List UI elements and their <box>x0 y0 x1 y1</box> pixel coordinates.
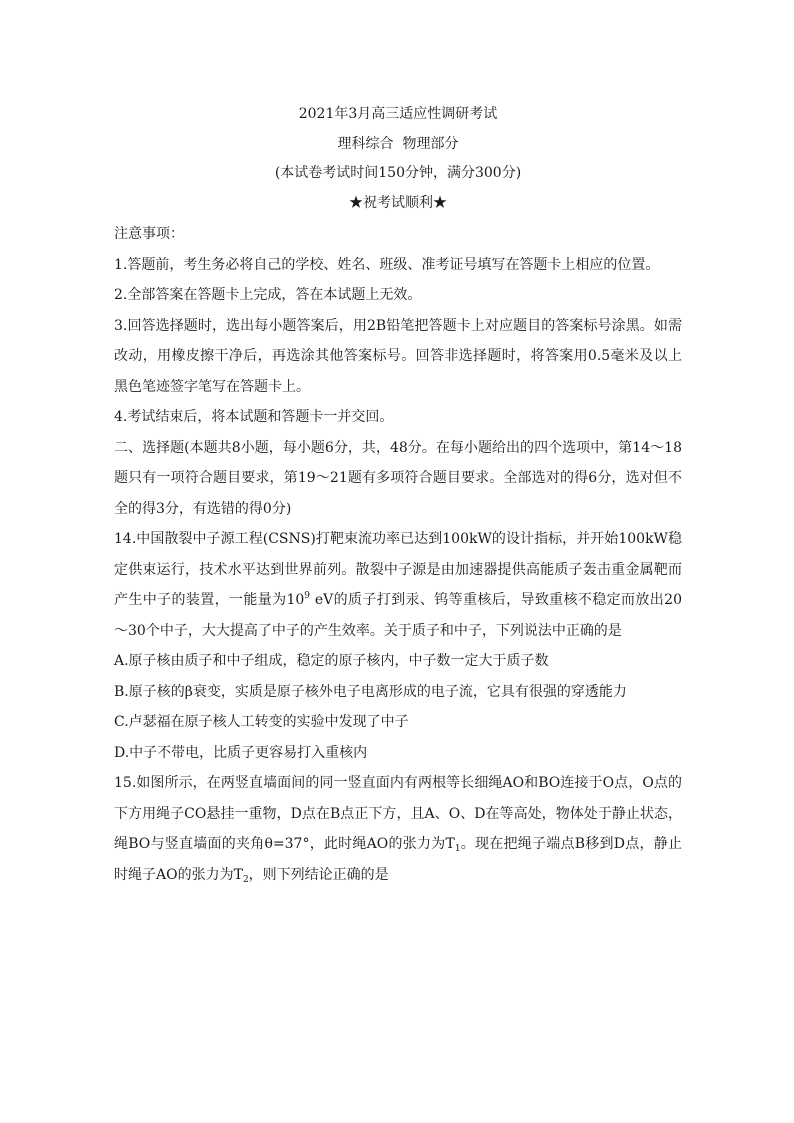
exam-title: 2021年3月高三适应性调研考试 <box>298 106 498 122</box>
question-14-option-d: D.中子不带电，比质子更容易打入重核内 <box>114 744 368 761</box>
question-15-stem-part-a: 15.如图所示，在两竖直墙面间的同一竖直面内有两根等长细绳AO和BO连接于O点，O点的下方用绳子CO悬挂一重物，D点在B点正下方，且A、O、D在等高处，物体处于静止状态，绳BO与竖直墙面的夹角θ=37°，此时绳AO的张力为T <box>114 775 682 852</box>
question-14-option-a: A.原子核由质子和中子组成，稳定的原子核内，中子数一定大于质子数 <box>114 653 549 669</box>
question-15-stem-part-b: 。现在把绳子端点B移到D点，静止时绳子AO的张力为T <box>114 836 682 883</box>
question-15-subscript-2: 2 <box>242 874 249 885</box>
notice-item-3: 3.回答选择题时，选出每小题答案后，用2B铅笔把答题卡上对应题目的答案标号涂黑。如需改动，用橡皮擦干净后，再选涂其他答案标号。回答非选择题时，将答案用0.5毫米及以上黑色笔迹签字笔写在答题卡上。 <box>114 317 682 395</box>
question-14-exponent: 9 <box>304 591 311 601</box>
section-2-intro: 二、选择题(本题共8小题，每小题6分，共，48分。在每小题给出的四个选项中，第14～18题只有一项符合题目要求，第19～21题有多项符合题目要求。全部选对的得6分，选对但不全的得3分，有选错的得0分) <box>114 439 682 517</box>
notice-item-2: 2.全部答案在答题卡上完成，答在本试题上无效。 <box>114 287 422 303</box>
question-15-subscript-1: 1 <box>454 844 461 854</box>
question-14-stem <box>114 524 682 646</box>
question-15-stem <box>114 768 682 890</box>
question-15-stem-part-c: ，则下列结论正确的是 <box>248 866 389 883</box>
notice-heading: 注意事项： <box>114 226 184 242</box>
exam-wish: ★祝考试顺利★ <box>349 194 447 211</box>
exam-subject: 理科综合 物理部分 <box>337 135 459 152</box>
notice-item-4: 4.考试结束后，将本试题和答题卡一并交回。 <box>114 409 394 425</box>
question-14-stem-part-b: eV的质子打到汞、钨等重核后，导致重核不稳定而放出20～30个中子，大大提高了中子的产生效率。关于质子和中子，下列说法中正确的是 <box>114 592 682 639</box>
exam-time-note: (本试卷考试时间150分钟，满分300分) <box>274 165 522 181</box>
question-14-option-b: B.原子核的β衰变，实质是原子核外电子电离形成的电子流，它具有很强的穿透能力 <box>114 683 627 700</box>
exam-content <box>114 100 682 890</box>
question-14-option-c: C.卢瑟福在原子核人工转变的实验中发现了中子 <box>114 714 409 730</box>
question-14-stem-part-a: 14.中国散裂中子源工程(CSNS)打靶束流功率已达到100kW的设计指标，并开始100kW稳定供束运行，技术水平达到世界前列。散裂中子源是由加速器提供高能质子轰击重金属靶而产生中子的装置，一能量为10 <box>114 531 682 608</box>
notice-item-1: 1.答题前，考生务必将自己的学校、姓名、班级、准考证号填写在答题卡上相应的位置。 <box>114 256 660 273</box>
